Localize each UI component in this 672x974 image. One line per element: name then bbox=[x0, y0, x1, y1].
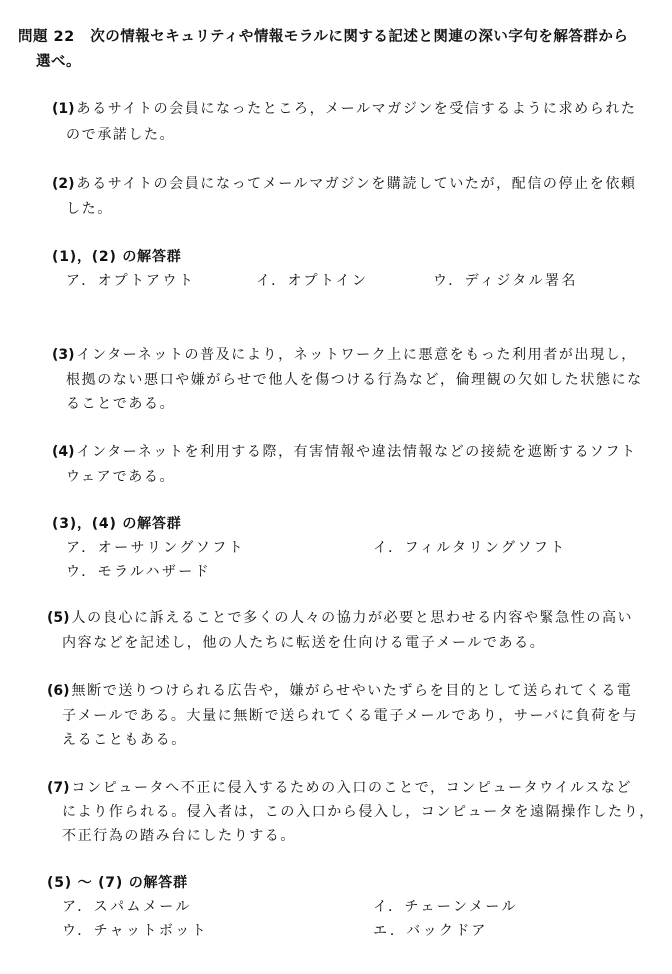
problem-instruction-line2: 選べ。 bbox=[36, 54, 81, 70]
question-3-number: (3) bbox=[52, 347, 75, 363]
question-3-line2: 根拠のない悪口や嫌がらせで他人を傷つける行為など，倫理観の欠如した状態にな bbox=[66, 372, 643, 388]
problem-instruction-line1: 次の情報セキュリティや情報モラルに関する記述と関連の深い字句を解答群から bbox=[90, 29, 629, 45]
answer-1-u: ウ．ディジタル署名 bbox=[433, 273, 578, 289]
question-5-number: (5) bbox=[47, 610, 70, 626]
answer-2-a: ア．オーサリングソフト bbox=[66, 540, 245, 556]
question-5-line1: (5) 人の良心に訴えることで多くの人々の協力が必要と思わせる内容や緊急性の高い bbox=[47, 610, 634, 626]
question-6-number: (6) bbox=[47, 683, 70, 699]
question-1-line2: ので承諾した。 bbox=[66, 127, 176, 143]
question-5-line2: 内容などを記述し，他の人たちに転送を仕向ける電子メールである。 bbox=[62, 635, 546, 651]
answer-3-i: イ．チェーンメール bbox=[373, 899, 518, 915]
question-2-line2: した。 bbox=[66, 201, 113, 217]
question-7-number: (7) bbox=[47, 780, 70, 796]
question-4-line2: ウェアである。 bbox=[66, 469, 176, 485]
answer-group-1-heading: (1)，(2) の解答群 bbox=[52, 249, 182, 265]
answer-1-a: ア．オプトアウト bbox=[66, 273, 196, 289]
problem-number: 問題 22 bbox=[18, 29, 75, 45]
question-4-number: (4) bbox=[52, 444, 75, 460]
question-7-line3: 不正行為の踏み台にしたりする。 bbox=[62, 828, 296, 844]
question-3-line3: ることである。 bbox=[66, 396, 176, 412]
question-6-line3: えることもある。 bbox=[62, 732, 187, 748]
question-1-line1: (1) あるサイトの会員になったところ，メールマガジンを受信するように求められた bbox=[52, 101, 637, 117]
answer-2-u: ウ．モラルハザード bbox=[66, 564, 212, 580]
answer-group-2-heading: (3)，(4) の解答群 bbox=[52, 516, 182, 532]
question-1-number: (1) bbox=[52, 101, 75, 117]
question-2-number: (2) bbox=[52, 176, 75, 192]
question-4-line1: (4) インターネットを利用する際，有害情報や違法情報などの接続を遮断するソフト bbox=[52, 444, 637, 460]
question-2-line1: (2) あるサイトの会員になってメールマガジンを購読していたが，配信の停止を依頼 bbox=[52, 176, 637, 192]
answer-1-i: イ．オプトイン bbox=[256, 273, 369, 289]
question-3-line1: (3) インターネットの普及により，ネットワーク上に悪意をもった利用者が出現し， bbox=[52, 347, 637, 363]
answer-3-u: ウ．チャットボット bbox=[62, 923, 209, 939]
answer-3-e: エ．バックドア bbox=[373, 923, 488, 939]
question-7-line2: により作られる。侵入者は，この入口から侵入し，コンピュータを遠隔操作したり， bbox=[62, 804, 655, 820]
question-6-line2: 子メールである。大量に無断で送られてくる電子メールであり，サーバに負荷を与 bbox=[62, 708, 638, 724]
question-6-line1: (6) 無断で送りつけられる広告や，嫌がらせやいたずらを目的として送られてくる電 bbox=[47, 683, 633, 699]
answer-3-a: ア．スパムメール bbox=[62, 899, 192, 915]
question-7-line1: (7) コンピュータへ不正に侵入するための入口のことで，コンピュータウイルスなど bbox=[47, 780, 633, 796]
problem-title bbox=[18, 25, 628, 46]
answer-2-i: イ．フィルタリングソフト bbox=[373, 540, 567, 556]
answer-group-3-heading: (5) ～ (7) の解答群 bbox=[47, 875, 188, 891]
